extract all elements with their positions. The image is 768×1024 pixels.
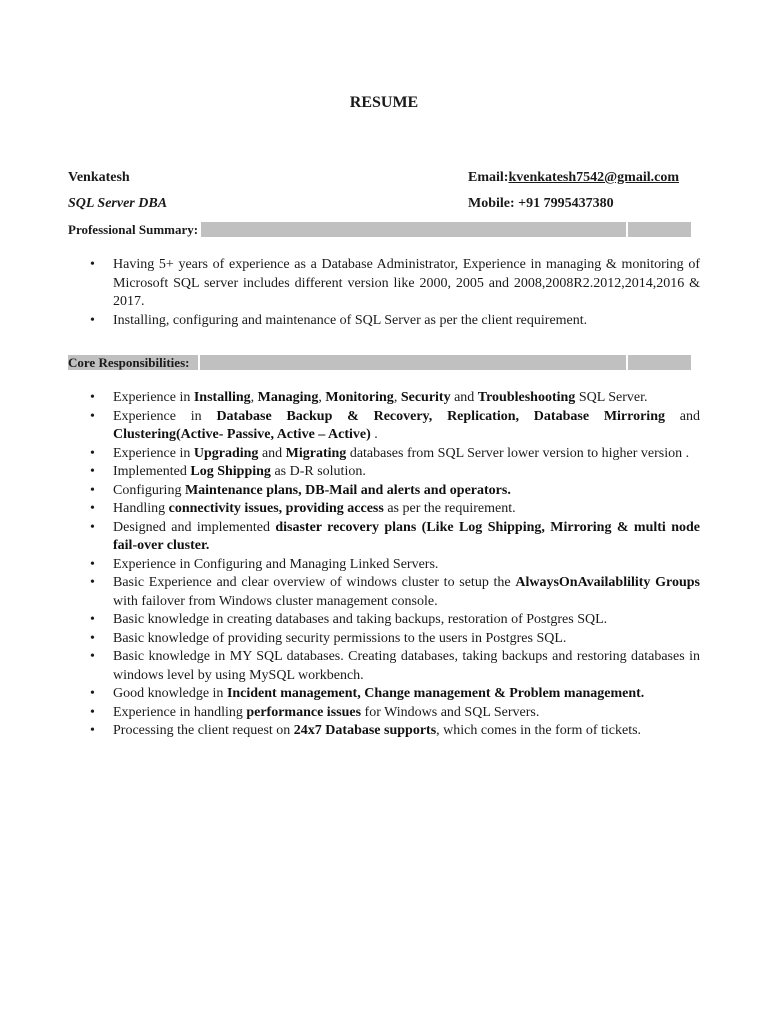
- page-title: RESUME: [349, 94, 419, 111]
- core-responsibilities-list: [90, 389, 700, 741]
- email-line: [468, 170, 679, 186]
- summary-heading-bar: [68, 222, 691, 237]
- list-item: • Installing, configuring and maintenance of SQL Server as per the client requirement.: [90, 312, 700, 331]
- list-item: • Experience in handling performance issues for Windows and SQL Servers.: [90, 704, 700, 723]
- email-link[interactable]: kvenkatesh7542@gmail.com: [508, 170, 679, 185]
- list-item: • Good knowledge in Incident management, Change management & Problem management.: [90, 685, 700, 704]
- core-heading: Core Responsibilities:: [68, 355, 192, 370]
- candidate-name: Venkatesh: [68, 170, 130, 185]
- mobile-line: Mobile: +91 7995437380: [468, 196, 614, 211]
- list-item: • Basic knowledge in MY SQL databases. Creating databases, taking backups and restoring databases in windows level by using MySQL workbench.: [90, 648, 700, 685]
- list-item: • Basic knowledge of providing security permissions to the users in Postgres SQL.: [90, 630, 700, 649]
- list-item: • Having 5+ years of experience as a Database Administrator, Experience in managing & monitoring of Microsoft SQL server includes different version like 2000, 2005 and 2008,2008R2.2012,2014,2016 & 2017.: [90, 256, 700, 312]
- core-heading-bar: [68, 355, 691, 370]
- list-item: • Experience in Configuring and Managing Linked Servers.: [90, 556, 700, 575]
- list-item: • Basic knowledge in creating databases and taking backups, restoration of Postgres SQL.: [90, 611, 700, 630]
- list-item: • Processing the client request on 24x7 Database supports, which comes in the form of tickets.: [90, 722, 700, 741]
- list-item: • Handling connectivity issues, providing access as per the requirement.: [90, 500, 700, 519]
- email-label: Email:: [468, 170, 509, 185]
- list-item: • Designed and implemented disaster recovery plans (Like Log Shipping, Mirroring & multi node fail-over cluster.: [90, 519, 700, 556]
- list-item: • Implemented Log Shipping as D-R solution.: [90, 463, 700, 482]
- list-item: • Basic Experience and clear overview of windows cluster to setup the AlwaysOnAvailablility Groups with failover from Windows cluster management console.: [90, 574, 700, 611]
- list-item: • Experience in Upgrading and Migrating databases from SQL Server lower version to higher version .: [90, 445, 700, 464]
- list-item: • Experience in Installing, Managing, Monitoring, Security and Troubleshooting SQL Server.: [90, 389, 700, 408]
- list-item: • Configuring Maintenance plans, DB-Mail and alerts and operators.: [90, 482, 700, 501]
- list-item: • Experience in Database Backup & Recovery, Replication, Database Mirroring and Clustering(Active- Passive, Active – Active) .: [90, 408, 700, 445]
- candidate-role: SQL Server DBA: [68, 196, 168, 211]
- summary-heading: Professional Summary:: [68, 222, 201, 237]
- summary-list: [90, 256, 700, 330]
